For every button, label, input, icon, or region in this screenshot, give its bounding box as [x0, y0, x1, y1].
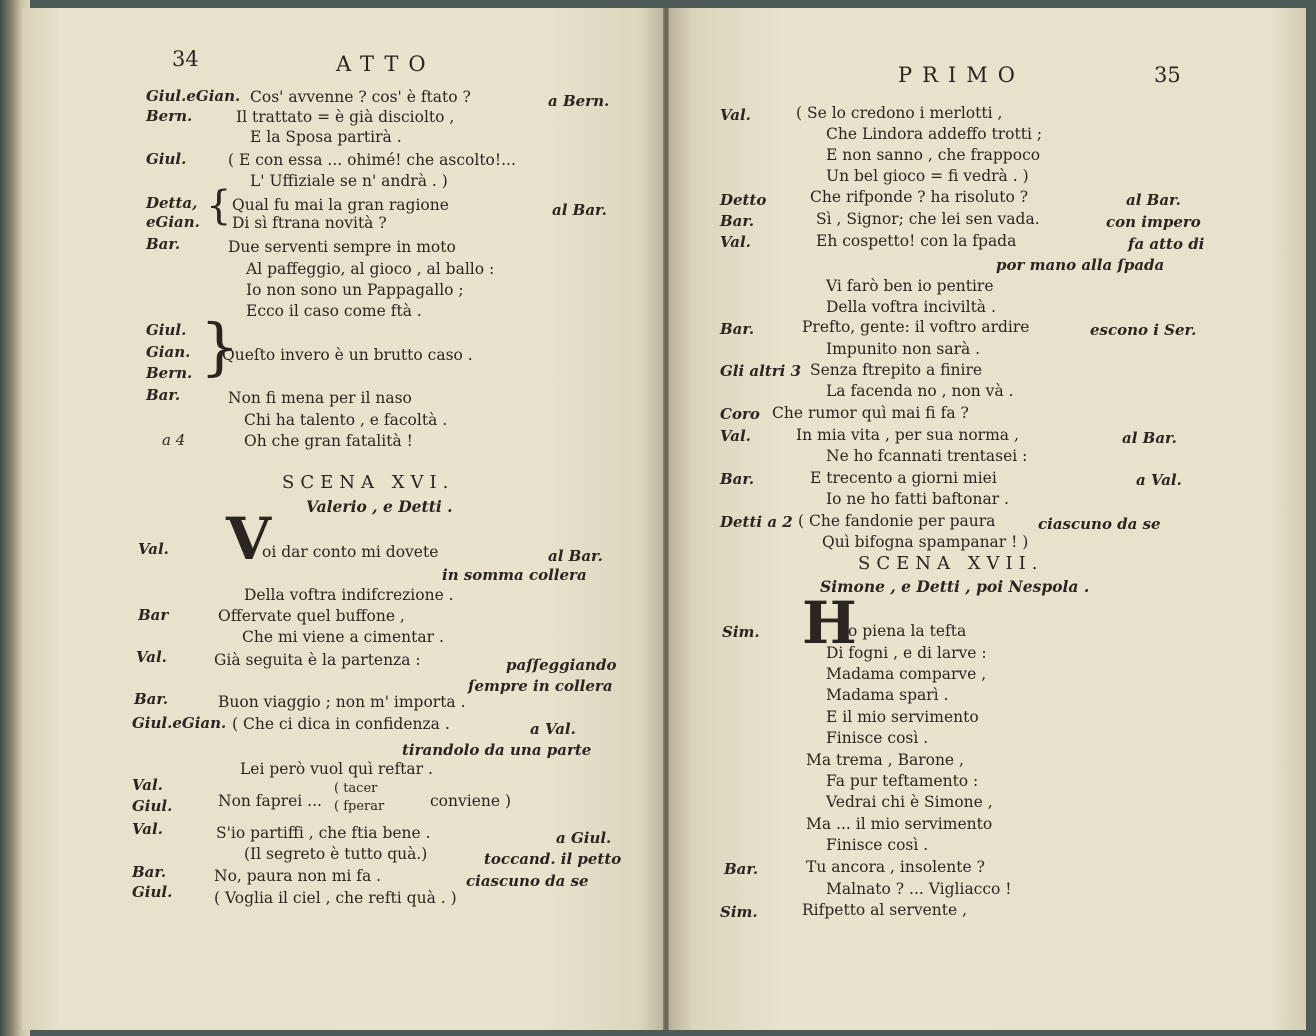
verse-line: Queſto invero è un brutto caso . — [222, 346, 473, 364]
speaker: Bern. — [146, 107, 193, 125]
speaker: Val. — [132, 776, 163, 794]
page-number-right: 35 — [1154, 63, 1181, 87]
speaker: Giul. — [132, 797, 173, 815]
stage-direction: a Val. — [530, 720, 576, 738]
verse-line: Malnato ? ... Vigliacco ! — [826, 880, 1012, 898]
stage-direction: al Bar. — [552, 201, 607, 219]
verse-line: ( Se lo credono i merlotti , — [796, 104, 1003, 122]
verse-line: No, paura non mi fa . — [214, 867, 382, 885]
stage-direction: a Val. — [1136, 471, 1182, 489]
stage-direction: a Giul. — [556, 829, 612, 847]
stage-direction: por mano alla ſpada — [996, 256, 1165, 274]
stage-direction: con impero — [1106, 213, 1201, 231]
speaker: Bar — [138, 606, 169, 624]
stage-direction: al Bar. — [548, 547, 603, 565]
verse-line: Lei però vuol quì reftar . — [240, 760, 433, 778]
speaker: Val. — [132, 820, 163, 838]
verse-line: Che mi viene a cimentar . — [242, 628, 444, 646]
verse-line: o piena la tefta — [848, 622, 967, 640]
speaker: Bar. — [132, 863, 167, 881]
right-brace-icon: } — [200, 310, 240, 383]
verse-line: Senza ftrepito a finire — [810, 361, 983, 379]
verse-line: La facenda no , non và . — [826, 382, 1014, 400]
speaker: Giul. — [146, 150, 187, 168]
speaker: Val. — [720, 106, 751, 124]
stage-direction: paſſeggiando — [506, 656, 617, 674]
verse-line: Madama sparì . — [826, 686, 949, 704]
verse-line: Non faprei ... — [218, 792, 322, 810]
running-header-left: ATTO — [336, 52, 436, 76]
verse-line: Ecco il caso come ftà . — [246, 302, 422, 320]
scene-title: SCENA XVI. — [282, 472, 455, 493]
speaker: Bar. — [720, 320, 755, 338]
speaker: Giul. — [132, 883, 173, 901]
verse-line: In mia vita , per sua norma , — [796, 426, 1019, 444]
scene-cast: Simone , e Detti , poi Nespola . — [820, 577, 1090, 596]
verse-line: Che rumor quì mai fi fa ? — [772, 404, 969, 422]
verse-line: Che Lindora addeffo trotti ; — [826, 125, 1043, 143]
verse-line: Chi ha talento , e facoltà . — [244, 411, 448, 429]
stage-direction: ſempre in collera — [468, 677, 613, 695]
speaker: Sim. — [720, 903, 758, 921]
verse-line: Oh che gran fatalità ! — [244, 432, 413, 450]
verse-line: Ma ... il mio servimento — [806, 815, 993, 833]
verse-line: ( Che fandonie per paura — [798, 512, 996, 530]
stage-direction: al Bar. — [1122, 429, 1177, 447]
verse-line: Il trattato = è già disciolto , — [236, 108, 455, 126]
speaker: Gian. — [146, 343, 191, 361]
verse-line: Un bel gioco = fi vedrà . ) — [826, 167, 1029, 185]
drop-cap: H — [802, 589, 857, 657]
verse-line: Ma trema , Barone , — [806, 751, 964, 769]
verse-line: Già seguita è la partenza : — [214, 651, 421, 669]
verse-line: (Il segreto è tutto quà.) — [244, 845, 428, 863]
verse-line: ( Voglia il ciel , che refti quà . ) — [214, 889, 457, 907]
speaker: Detti a 2 — [720, 513, 793, 531]
verse-alt-option: ( fperar — [334, 799, 385, 814]
running-header-right: PRIMO — [898, 63, 1025, 87]
book-gutter — [663, 8, 669, 1030]
speaker: a 4 — [162, 431, 186, 449]
verse-line: Finisce così . — [826, 729, 929, 747]
speaker: Bar. — [720, 212, 755, 230]
page-number-left: 34 — [172, 47, 199, 71]
verse-line: Buon viaggio ; non m' importa . — [218, 693, 466, 711]
verse-line: E trecento a giorni miei — [810, 469, 997, 487]
verse-line: Prefto, gente: il voftro ardire — [802, 318, 1030, 336]
speaker: Coro — [720, 405, 760, 423]
stage-direction: escono i Ser. — [1090, 321, 1197, 339]
scene-title: SCENA XVII. — [858, 553, 1044, 574]
speaker: Bar. — [146, 386, 181, 404]
verse-line: Sì , Signor; che lei sen vada. — [816, 210, 1040, 228]
verse-line: Fa pur teftamento : — [826, 772, 979, 790]
verse-line: Quì bifogna spampanar ! ) — [822, 533, 1029, 551]
verse-line: Io non sono un Pappagallo ; — [246, 281, 464, 299]
verse-line: Non fi mena per il naso — [228, 389, 412, 407]
stage-direction: ciascuno da se — [1038, 515, 1161, 533]
verse-line: oi dar conto mi dovete — [262, 543, 439, 561]
verse-line: Io ne ho fatti baftonar . — [826, 490, 1009, 508]
speaker: Detto — [720, 191, 767, 209]
verse-line: ( Che ci dica in confidenza . — [232, 715, 450, 733]
speaker: Detta, — [146, 194, 198, 212]
verse-line: Di sì ftrana novità ? — [232, 214, 387, 232]
verse-line: Eh cospetto! con la fpada — [816, 232, 1017, 250]
drop-cap: V — [226, 505, 272, 573]
speaker: Val. — [138, 540, 169, 558]
verse-line: Di fogni , e di larve : — [826, 644, 987, 662]
speaker: Val. — [720, 233, 751, 251]
verse-alt-option: ( tacer — [334, 781, 378, 796]
stage-direction: a Bern. — [548, 92, 610, 110]
verse-line: Rifpetto al servente , — [802, 901, 968, 919]
speaker: Val. — [720, 427, 751, 445]
verse-line: Vi farò ben io pentire — [826, 277, 994, 295]
stage-direction: fa atto di — [1128, 235, 1205, 253]
stage-direction: in somma collera — [442, 566, 587, 584]
speaker: eGian. — [146, 213, 200, 231]
speaker: Giul.eGian. — [132, 714, 227, 732]
verse-line: conviene ) — [430, 792, 512, 810]
verse-line: Due serventi sempre in moto — [228, 238, 456, 256]
verse-line: E il mio servimento — [826, 708, 979, 726]
speaker: Bar. — [724, 860, 759, 878]
brace-icon: { — [206, 183, 232, 229]
verse-line: Cos' avvenne ? cos' è ftato ? — [250, 88, 471, 106]
scene-cast: Valerio , e Detti . — [306, 497, 453, 516]
book-edge-right — [1306, 0, 1316, 1036]
verse-line: S'io partiffi , che ftia bene . — [216, 824, 431, 842]
speaker: Giul. — [146, 321, 187, 339]
verse-line: Tu ancora , insolente ? — [806, 858, 985, 876]
verse-line: Al paffeggio, al gioco , al ballo : — [246, 260, 495, 278]
speaker: Bar. — [720, 470, 755, 488]
speaker: Bar. — [146, 235, 181, 253]
verse-line: Offervate quel buffone , — [218, 607, 405, 625]
stage-direction: toccand. il petto — [484, 850, 622, 868]
speaker: Bern. — [146, 364, 193, 382]
speaker: Sim. — [722, 623, 760, 641]
verse-line: Madama comparve , — [826, 665, 987, 683]
verse-line: Della voftra inciviltà . — [826, 298, 996, 316]
verse-line: Finisce così . — [826, 836, 929, 854]
verse-line: Vedrai chi è Simone , — [826, 793, 993, 811]
verse-line: E non sanno , che frappoco — [826, 146, 1041, 164]
verse-line: Qual fu mai la gran ragione — [232, 196, 449, 214]
verse-line: Impunito non sarà . — [826, 340, 981, 358]
stage-direction: tirandolo da una parte — [402, 741, 592, 759]
verse-line: Che rifponde ? ha risoluto ? — [810, 188, 1029, 206]
speaker: Bar. — [134, 690, 169, 708]
stage-direction: al Bar. — [1126, 191, 1181, 209]
speaker: Val. — [136, 648, 167, 666]
speaker: Giul.eGian. — [146, 87, 241, 105]
stage-direction: ciascuno da se — [466, 872, 589, 890]
verse-line: Ne ho fcannati trentasei : — [826, 447, 1028, 465]
verse-line: E la Sposa partirà . — [250, 128, 402, 146]
speaker: Gli altri 3 — [720, 362, 802, 380]
verse-line: ( E con essa ... ohimé! che ascolto!... — [228, 151, 516, 169]
verse-line: Della voftra indifcrezione . — [244, 586, 454, 604]
verse-line: L' Uffiziale se n' andrà . ) — [250, 172, 448, 190]
